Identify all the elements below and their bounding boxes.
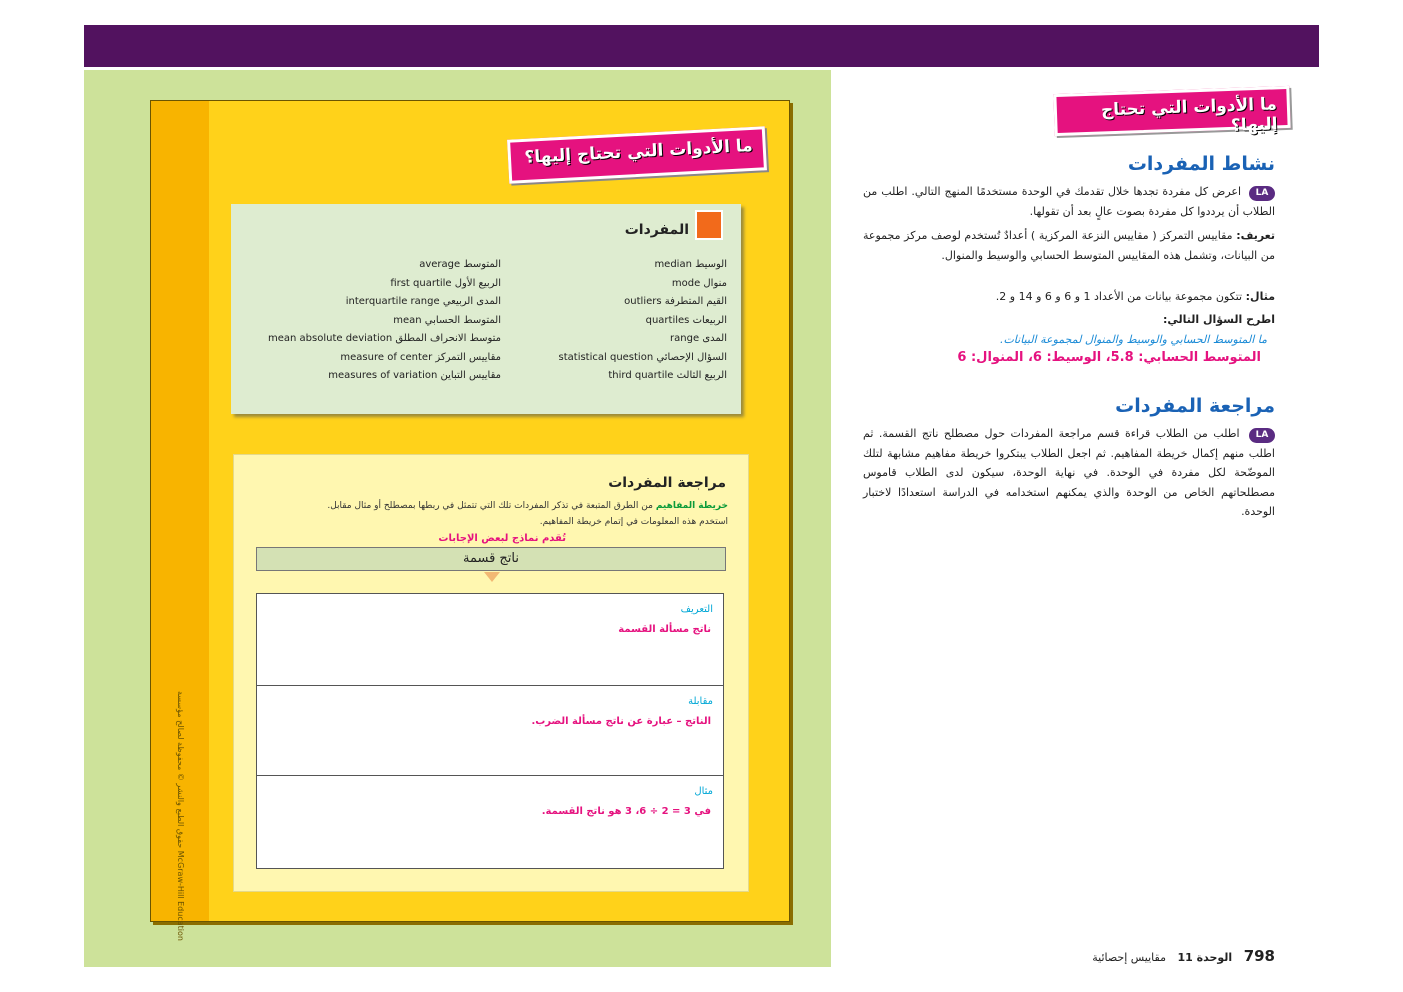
definition-answer: ناتج مسألة القسمة [618, 624, 711, 635]
activity-text: اعرض كل مفردة تجدها خلال تقدمك في الوحدة مستخدمًا المنهج التالي. اطلب من الطلاب أن يرددوا كل مفردة بصوت عالٍ بعد أن تقولها. [863, 185, 1275, 218]
vocab-item: median الوسيط [654, 259, 727, 270]
la-badge: LA [1249, 186, 1275, 201]
vocab-item: quartiles الربيعات [645, 314, 727, 326]
review-instruction-1 [258, 501, 728, 511]
vocab-item: average المتوسط [419, 259, 501, 270]
review-heading: مراجعة المفردات [608, 475, 726, 491]
concept-map-label: خريطة المفاهيم [655, 501, 728, 511]
counterpart-box [256, 685, 724, 777]
vocabulary-review-card [233, 454, 749, 892]
definition-text: مقاييس التمركز ( مقاييس النزعة المركزية ) أعدادٌ تُستخدم لوصف مركز مجموعة من البيانات، وتشمل هذه المقاييس المتوسط الحسابي والوسيط والمنوال. [863, 229, 1275, 262]
vocab-item: interquartile range المدى الربيعي [345, 296, 501, 307]
vocab-item: first quartile الربيع الأول [390, 277, 501, 289]
vocab-item: third quartile الربيع الثالث [608, 370, 727, 381]
definition-box [256, 593, 724, 687]
example-label: مثال: [1245, 290, 1275, 303]
page-number: 798 [1243, 947, 1275, 965]
definition-label: التعريف [680, 604, 713, 615]
vocab-item: mode منوال [671, 277, 727, 289]
concept-term: ناتج قسمة [256, 547, 726, 571]
review-instruction-2: استخدم هذه المعلومات في إتمام خريطة المفاهيم. [539, 517, 728, 527]
top-banner [84, 25, 1319, 67]
book-title-tag [507, 126, 767, 183]
vocab-left-column [239, 256, 501, 386]
example-text: تتكون مجموعة بيانات من الأعداد 1 و 6 و 6 و 14 و 2. [995, 290, 1243, 303]
side-title-tag [1053, 86, 1290, 136]
counterpart-answer: الناتج – عبارة عن ناتج مسألة الضرب. [531, 716, 711, 727]
sample-answers-note: تُقدم نماذج لبعض الإجابات [438, 533, 566, 544]
vocab-item: measures of variation مقاييس التباين [328, 370, 501, 381]
example-label: مثال [694, 786, 713, 797]
vocab-item: range المدى [670, 333, 727, 344]
vocabulary-badge-icon [695, 210, 723, 240]
vocab-item: measure of center مقاييس التمركز [340, 351, 501, 363]
vocab-item: outliers القيم المتطرفة [624, 296, 727, 307]
vocab-item: statistical question السؤال الإحصائي [558, 351, 727, 363]
vocab-item: mean absolute deviation متوسط الانحراف المطلق [268, 333, 501, 344]
unit-label: الوحدة 11 [1177, 951, 1233, 964]
definition-paragraph [863, 226, 1275, 265]
page-footer [1092, 947, 1275, 965]
page-spine [151, 101, 209, 941]
example-box [256, 775, 724, 869]
question-text: ما المتوسط الحسابي والوسيط والمنوال لمجموعة البيانات. [999, 333, 1267, 346]
review-instruction-text: من الطرق المتبعة في تذكر المفردات تلك التي تتمثل في ربطها بمصطلح أو مثال مقابل. [327, 501, 653, 511]
definition-label: تعريف: [1236, 229, 1276, 242]
activity-heading: نشاط المفردات [1127, 153, 1275, 175]
side-title: ما الأدوات التي تحتاج إليها؟ [1100, 94, 1278, 136]
book-title: ما الأدوات التي تحتاج إليها؟ [524, 135, 754, 168]
counterpart-label: مقابلة [688, 696, 713, 707]
copyright-text: حقوق الطبع والنشر © محفوظة لصالح مؤسسة McGraw-Hill Education [176, 691, 185, 941]
example-line [996, 290, 1275, 303]
vocab-item: mean المتوسط الحسابي [393, 314, 501, 326]
la-badge: LA [1249, 428, 1275, 443]
example-answer: في 3 = 2 ÷ 6، 3 هو ناتج القسمة. [541, 806, 711, 817]
vocabulary-heading: المفردات [624, 222, 689, 238]
review-text: اطلب من الطلاب قراءة قسم مراجعة المفردات حول مصطلح ناتج القسمة. ثم اطلب منهم إكمال خريطة المفاهيم. ثم اجعل الطلاب يبتكروا خريطة مفاهيم مشابهة لتلك الموضّحة لكل مفردة في الوحدة. في نهاية الوحدة، سيكون لدى الطلاب قاموس مصطلحاتهم الخاص من الوحدة والذي يمكنهم استخدامه في الدراسة استعدادًا لاختبار الوحدة. [863, 427, 1275, 518]
review-side-heading: مراجعة المفردات [1115, 395, 1275, 417]
review-paragraph [863, 424, 1275, 522]
vocab-right-column [517, 256, 727, 386]
ask-label: اطرح السؤال التالي: [1162, 313, 1275, 326]
arrow-down-icon [484, 572, 500, 582]
activity-paragraph [863, 182, 1275, 221]
student-book-page [150, 100, 790, 941]
student-page-panel [84, 70, 831, 967]
vocabulary-card [231, 204, 741, 414]
answer-text: المتوسط الحسابي: 5.8، الوسيط: 6، المنوال: 6 [957, 350, 1261, 365]
unit-title: مقاييس إحصائية [1092, 951, 1166, 964]
